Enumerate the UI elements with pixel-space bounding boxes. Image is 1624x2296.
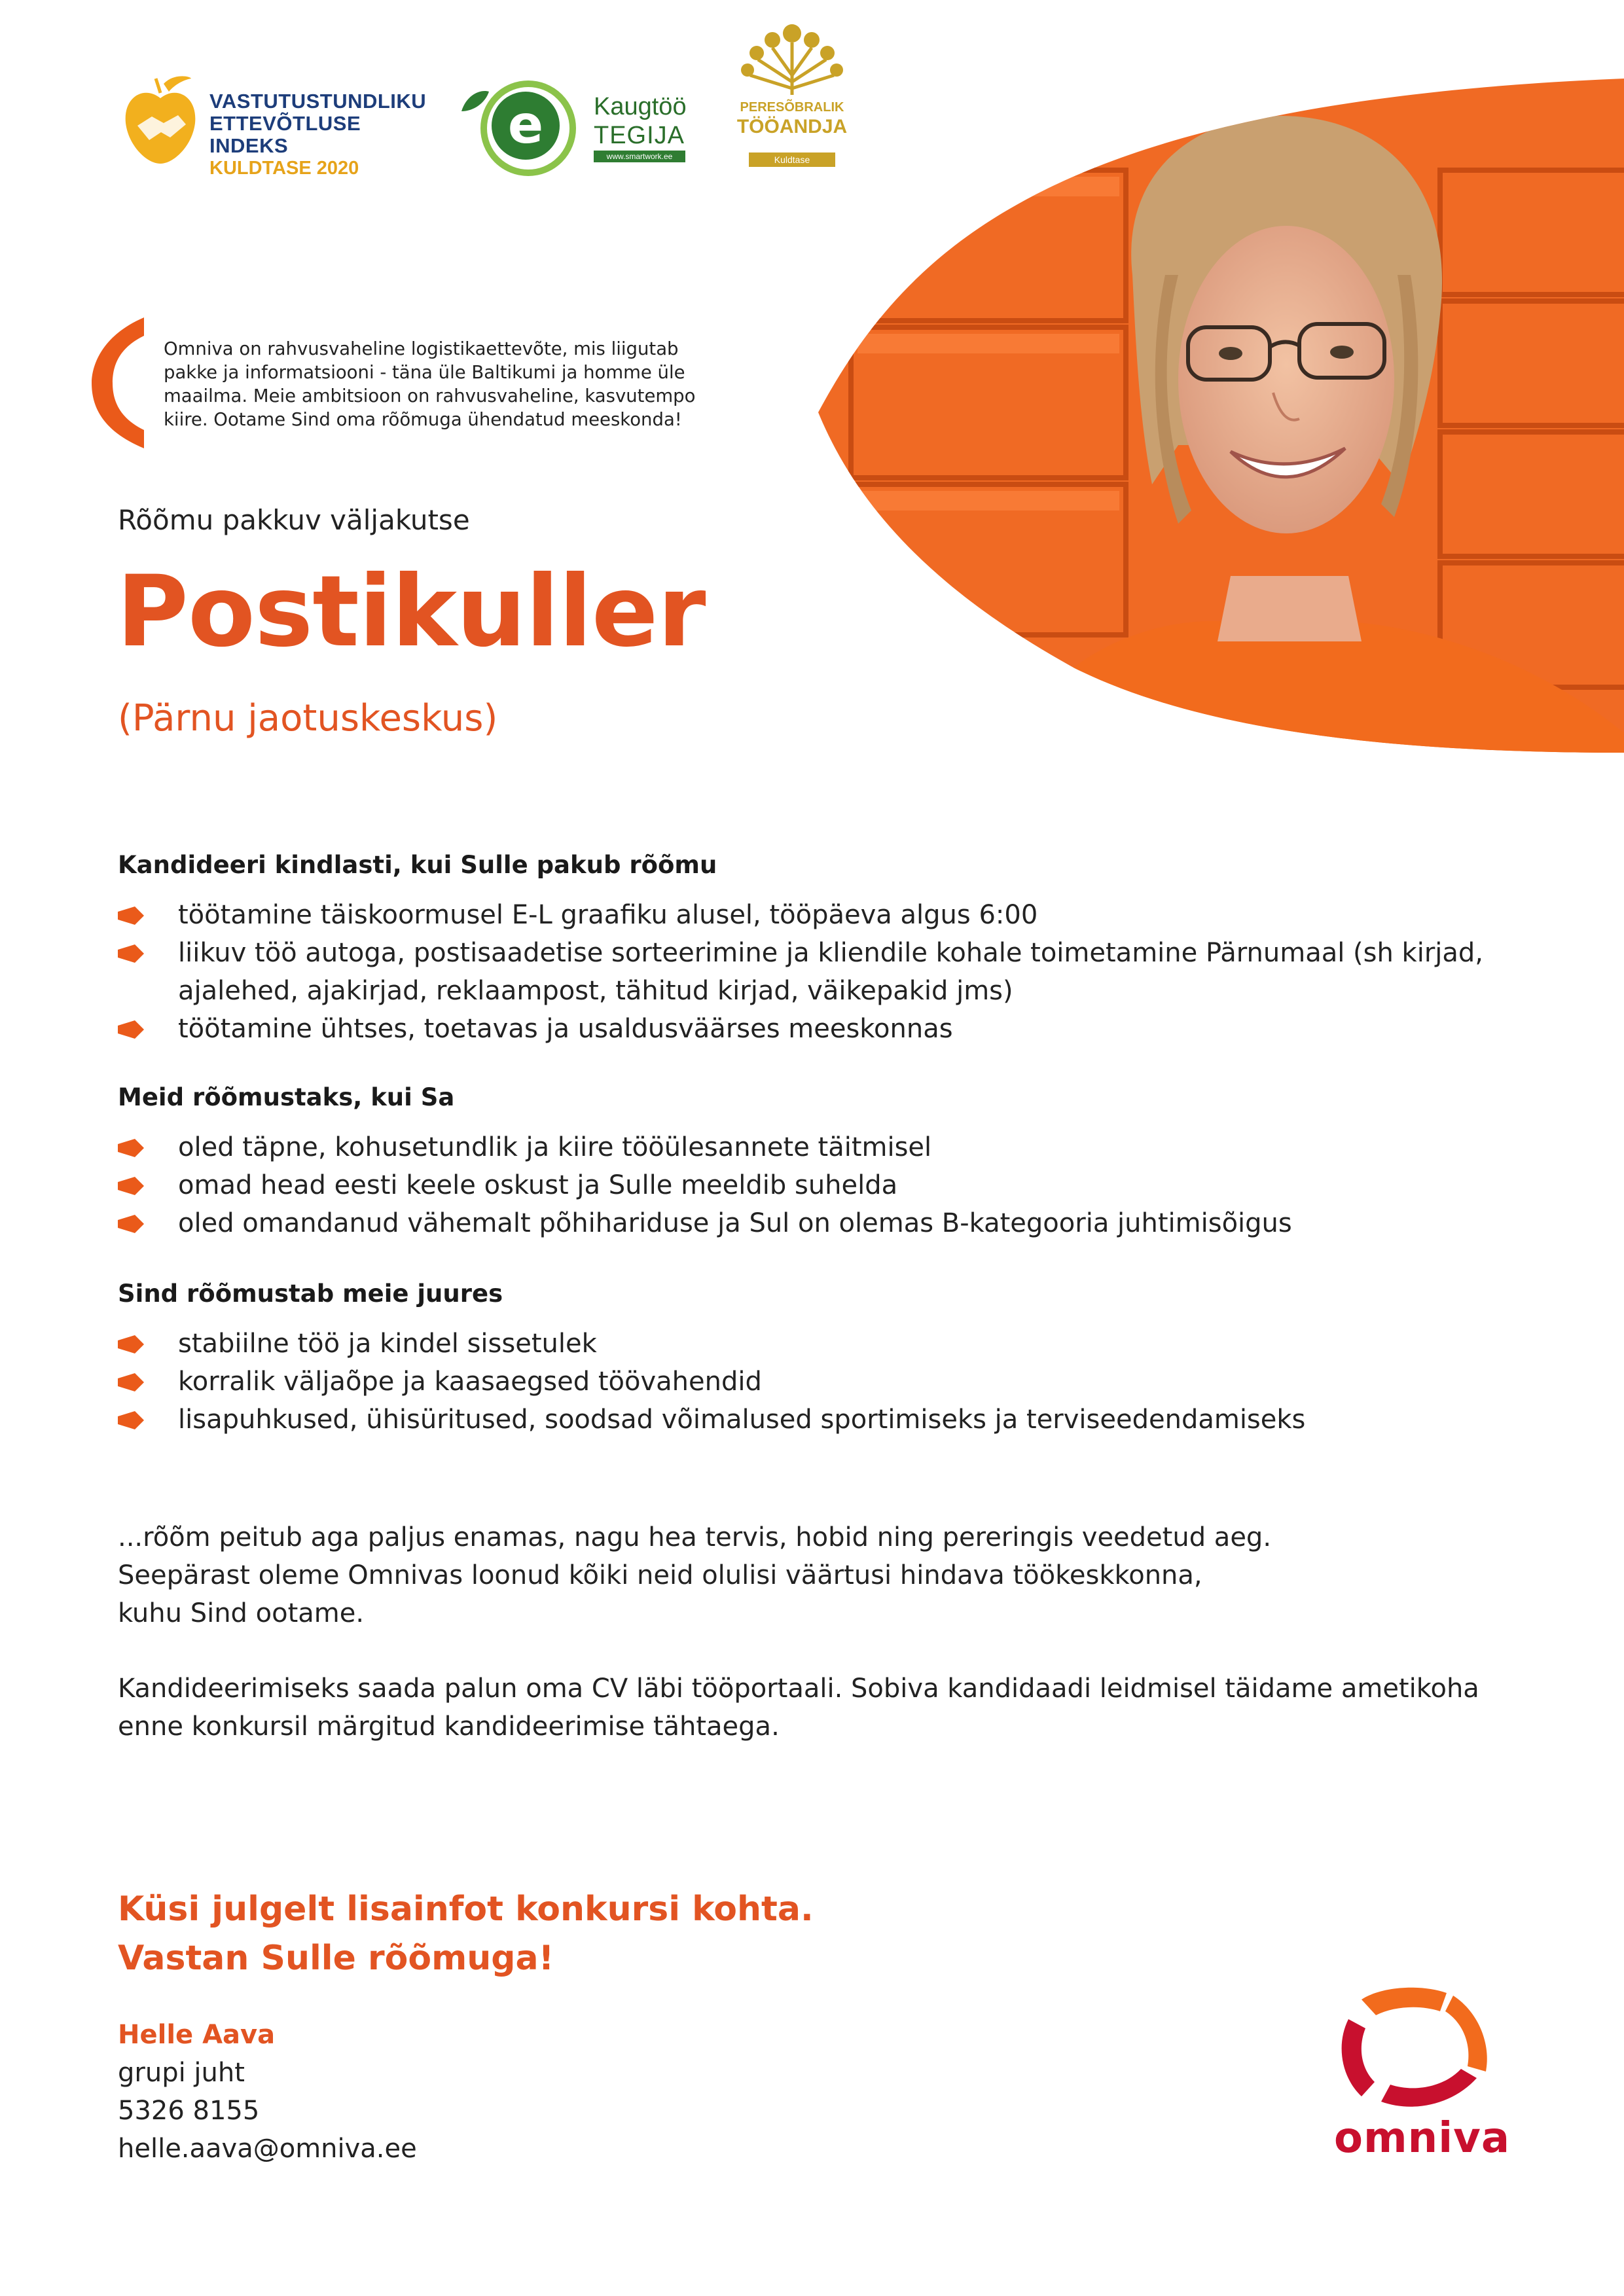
- list-item-text: oled omandanud vähemalt põhihariduse ja Sul on olemas B-kategooria juhtimisõigus: [178, 1208, 1292, 1238]
- job-title: Postikuller: [117, 555, 706, 669]
- list-item: [118, 896, 1506, 934]
- badge-vei-line2: ETTEVÕTLUSE INDEKS: [209, 112, 361, 157]
- badge-peres-line3: Kuldtase: [749, 152, 835, 167]
- paragraph-line: Seepärast oleme Omnivas loonud kõiki neid olulisi väärtusi hindava töökeskkonna,: [118, 1560, 1202, 1590]
- contact-name: Helle Aava: [118, 2020, 276, 2050]
- closing-paragraph-values: [118, 1518, 1479, 1632]
- list-item: [118, 1128, 1506, 1166]
- arrow-bullet-icon: [118, 906, 144, 925]
- list-item-text: töötamine ühtses, toetavas ja usaldusväärses meeskonnas: [178, 1014, 953, 1044]
- cta-line: Vastan Sulle rõõmuga!: [118, 1939, 554, 1978]
- badge-vei-line3: KULDTASE 2020: [209, 158, 359, 179]
- badge-kaug-line1: Kaugtöö: [594, 93, 687, 120]
- section-benefits: [118, 1280, 1506, 1439]
- arrow-bullet-icon: [118, 1373, 144, 1391]
- section-heading: Sind rõõmustab meie juures: [118, 1280, 503, 1308]
- svg-text:e: e: [507, 94, 544, 155]
- paragraph-line: enne konkursil märgitud kandideerimise tähtaega.: [118, 1712, 780, 1742]
- arrow-bullet-icon: [118, 1177, 144, 1195]
- paragraph-line: Kandideerimiseks saada palun oma CV läbi tööportaali. Sobiva kandidaadi leidmisel täidame ametikoha: [118, 1674, 1479, 1704]
- arrow-bullet-icon: [118, 1020, 144, 1039]
- job-subtitle: Rõõmu pakkuv väljakutse: [118, 504, 470, 536]
- list-item-text: oled täpne, kohusetundlik ja kiire tööülesannete täitmisel: [178, 1132, 932, 1162]
- badge-remote-work: [448, 65, 697, 183]
- apple-handshake-icon: [118, 72, 203, 170]
- intro-line: pakke ja informatsiooni - täna üle Baltikumi ja homme üle: [164, 362, 685, 383]
- company-intro: [164, 337, 727, 431]
- list-item-text: liikuv töö autoga, postisaadetise sorteerimine ja kliendile kohale toimetamine Pärnumaal (sh kirjad,: [178, 938, 1484, 968]
- list-item-text-cont: ajalehed, ajakirjad, reklaampost, tähitud kirjad, väikepakid jms): [178, 976, 1013, 1006]
- list-item: [118, 1363, 1506, 1401]
- paragraph-line: ...rõõm peitub aga paljus enamas, nagu hea tervis, hobid ning pereringis veedetud aeg.: [118, 1522, 1272, 1552]
- arrow-bullet-icon: [118, 1411, 144, 1429]
- list-item-text: stabiilne töö ja kindel sissetulek: [178, 1329, 597, 1359]
- contact-email[interactable]: helle.aava@omniva.ee: [118, 2134, 417, 2164]
- intro-line: kiire. Ootame Sind oma rõõmuga ühendatud meeskonda!: [164, 409, 682, 430]
- intro-bracket-decoration: [92, 317, 151, 448]
- closing-paragraph-apply: [118, 1670, 1479, 1746]
- badge-vei-line1: VASTUTUSTUNDLIKU: [209, 90, 427, 113]
- list-item: [118, 1166, 1506, 1204]
- cta-line: Küsi julgelt lisainfot konkursi kohta.: [118, 1890, 814, 1929]
- section-offer: [118, 851, 1506, 1048]
- arrow-bullet-icon: [118, 1139, 144, 1157]
- e-leaf-icon: [448, 65, 579, 183]
- contact-role: grupi juht: [118, 2058, 245, 2088]
- logo-wordmark: omniva: [1334, 2114, 1511, 2162]
- employee-photo: [812, 79, 1624, 753]
- list-item-text: töötamine täiskoormusel E-L graafiku alusel, tööpäeva algus 6:00: [178, 900, 1038, 930]
- arrow-bullet-icon: [118, 944, 144, 963]
- contact-phone[interactable]: 5326 8155: [118, 2096, 260, 2126]
- list-item-text: omad head eesti keele oskust ja Sulle meeldib suhelda: [178, 1170, 898, 1200]
- bullet-list: [118, 1128, 1506, 1242]
- section-requirements: [118, 1083, 1506, 1242]
- badge-kaug-line2: TEGIJA: [594, 122, 685, 149]
- list-item: [118, 1401, 1506, 1439]
- omniva-mark-icon: [1322, 1980, 1519, 2111]
- badge-kaug-url: www.smartwork.ee: [594, 151, 685, 162]
- list-item: [118, 934, 1506, 1010]
- bullet-list: [118, 896, 1506, 1048]
- contact-block: [118, 2016, 417, 2168]
- section-heading: Kandideeri kindlasti, kui Sulle pakub rõõmu: [118, 851, 717, 879]
- call-to-action: [118, 1885, 814, 1983]
- badge-peres-line1: PERESÕBRALIK: [740, 100, 844, 115]
- arrow-bullet-icon: [118, 1335, 144, 1354]
- intro-line: maailma. Meie ambitsioon on rahvusvaheline, kasvutempo: [164, 386, 696, 406]
- badge-peres-line2: TÖÖANDJA: [736, 116, 848, 137]
- bullet-list: [118, 1325, 1506, 1439]
- list-item-text: lisapuhkused, ühisüritused, soodsad võimalused sportimiseks ja terviseedendamiseks: [178, 1405, 1306, 1435]
- badge-responsible-business-index: [118, 72, 427, 179]
- list-item-text: korralik väljaõpe ja kaasaegsed töövahendid: [178, 1367, 762, 1397]
- job-location: (Pärnu jaotuskeskus): [118, 697, 498, 740]
- paragraph-line: kuhu Sind ootame.: [118, 1598, 365, 1628]
- list-item: [118, 1204, 1506, 1242]
- intro-line: Omniva on rahvusvaheline logistikaettevõte, mis liigutab: [164, 338, 679, 359]
- omniva-logo: [1322, 1980, 1519, 2170]
- list-item: [118, 1325, 1506, 1363]
- arrow-bullet-icon: [118, 1215, 144, 1233]
- list-item: [118, 1010, 1506, 1048]
- section-heading: Meid rõõmustaks, kui Sa: [118, 1083, 455, 1111]
